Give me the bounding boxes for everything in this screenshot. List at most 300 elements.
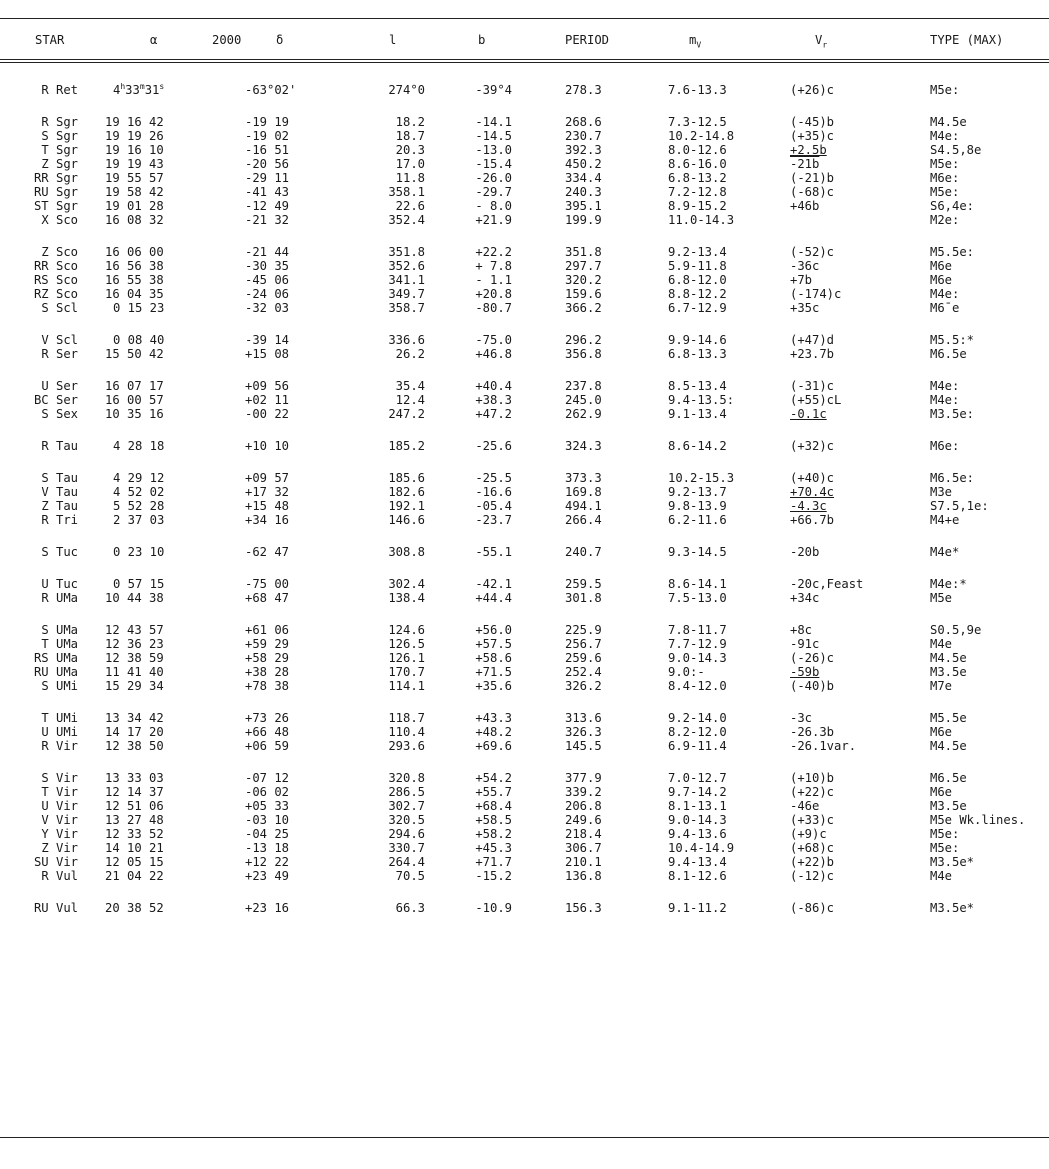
table-row (0, 637, 1049, 651)
cell-b: +47.2 (475, 407, 512, 421)
cell-ra: 19 19 43 (105, 157, 164, 171)
cell-ra: 4 29 12 (113, 471, 165, 485)
cell-ra: 12 38 50 (105, 739, 164, 753)
cell-star: S Vir (41, 771, 78, 785)
cell-dec: -29 11 (245, 171, 290, 185)
cell-star: R Vul (41, 869, 78, 883)
cell-period: 225.9 (565, 623, 602, 637)
cell-dec: -04 25 (245, 827, 290, 841)
cell-vr: -59b (790, 665, 820, 679)
cell-period: 240.3 (565, 185, 602, 199)
cell-mv: 7.8-11.7 (668, 623, 727, 637)
cell-vr: +66.7b (790, 513, 835, 527)
cell-period: 339.2 (565, 785, 602, 799)
cell-b: -05.4 (475, 499, 512, 513)
cell-period: 266.4 (565, 513, 602, 527)
cell-type: S0.5,9e (930, 623, 982, 637)
col-header-star: STAR (35, 33, 65, 47)
cell-period: 145.5 (565, 739, 602, 753)
cell-type: M5e Wk.lines. (930, 813, 1026, 827)
cell-l: 66.3 (395, 901, 425, 915)
cell-ra: 12 43 57 (105, 623, 164, 637)
cell-ra: 12 38 59 (105, 651, 164, 665)
cell-mv: 9.7-14.2 (668, 785, 727, 799)
cell-star: V Scl (41, 333, 78, 347)
cell-ra: 14 10 21 (105, 841, 164, 855)
table-row (0, 771, 1049, 785)
cell-b: +69.6 (475, 739, 512, 753)
cell-vr: (-21)b (790, 171, 835, 185)
cell-period: 306.7 (565, 841, 602, 855)
cell-star: T UMa (41, 637, 78, 651)
cell-mv: 9.4-13.6 (668, 827, 727, 841)
cell-l: 320.5 (388, 813, 425, 827)
table-row (0, 273, 1049, 287)
cell-dec: +58 29 (245, 651, 290, 665)
cell-b: +56.0 (475, 623, 512, 637)
cell-star: RZ Sco (33, 287, 78, 301)
cell-l: 124.6 (388, 623, 425, 637)
table-row (0, 471, 1049, 485)
cell-l: 26.2 (395, 347, 425, 361)
cell-b: +54.2 (475, 771, 512, 785)
cell-star: S Sex (41, 407, 78, 421)
cell-mv: 9.1-13.4 (668, 407, 727, 421)
cell-b: -14.1 (475, 115, 512, 129)
cell-ra: 19 01 28 (105, 199, 164, 213)
cell-ra: 0 08 40 (113, 333, 165, 347)
cell-dec: -45 06 (245, 273, 290, 287)
cell-type: M3e (930, 485, 953, 499)
cell-period: 320.2 (565, 273, 602, 287)
cell-dec: -13 18 (245, 841, 290, 855)
cell-type: M3.5e: (930, 407, 975, 421)
cell-l: 274°0 (388, 83, 425, 97)
cell-b: +20.8 (475, 287, 512, 301)
cell-l: 293.6 (388, 739, 425, 753)
cell-mv: 7.5-13.0 (668, 591, 727, 605)
cell-type: M5e: (930, 185, 960, 199)
cell-b: -55.1 (475, 545, 512, 559)
cell-ra: 4 28 18 (113, 439, 165, 453)
cell-b: -39°4 (475, 83, 512, 97)
cell-period: 351.8 (565, 245, 602, 259)
table-row (0, 333, 1049, 347)
cell-vr: -36c (790, 259, 820, 273)
cell-vr: (+40)c (790, 471, 835, 485)
cell-b: -80.7 (475, 301, 512, 315)
cell-dec: -06 02 (245, 785, 290, 799)
cell-type: M6e (930, 273, 953, 287)
cell-vr: +7b (790, 273, 813, 287)
cell-ra: 15 50 42 (105, 347, 164, 361)
cell-type: M5.5e: (930, 245, 975, 259)
cell-l: 302.7 (388, 799, 425, 813)
cell-mv: 8.1-13.1 (668, 799, 727, 813)
cell-ra: 20 38 52 (105, 901, 164, 915)
cell-ra: 11 41 40 (105, 665, 164, 679)
cell-dec: -32 03 (245, 301, 290, 315)
table-row (0, 901, 1049, 915)
table-header (0, 32, 1049, 48)
cell-vr: (-26)c (790, 651, 835, 665)
cell-l: 352.4 (388, 213, 425, 227)
cell-mv: 6.9-11.4 (668, 739, 727, 753)
cell-mv: 8.4-12.0 (668, 679, 727, 693)
cell-type: S6,4e: (930, 199, 975, 213)
cell-b: -14.5 (475, 129, 512, 143)
cell-star: RS UMa (33, 651, 78, 665)
cell-star: RR Sgr (33, 171, 78, 185)
cell-star: V Vir (41, 813, 78, 827)
cell-ra: 0 15 23 (113, 301, 165, 315)
cell-star: Z Tau (41, 499, 78, 513)
cell-dec: -07 12 (245, 771, 290, 785)
cell-type: M5.5e (930, 711, 967, 725)
col-header-epoch: 2000 (212, 33, 242, 47)
cell-period: 210.1 (565, 855, 602, 869)
cell-ra: 0 57 15 (113, 577, 165, 591)
cell-dec: +66 48 (245, 725, 290, 739)
cell-ra: 13 33 03 (105, 771, 164, 785)
table-row (0, 439, 1049, 453)
cell-type: M6e (930, 725, 953, 739)
cell-type: M6e: (930, 171, 960, 185)
cell-vr: -0.1c (790, 407, 827, 421)
cell-dec: +17 32 (245, 485, 290, 499)
cell-vr: +8c (790, 623, 813, 637)
cell-ra: 16 55 38 (105, 273, 164, 287)
cell-ra: 10 44 38 (105, 591, 164, 605)
col-header-l: l (389, 33, 397, 47)
cell-vr: +70.4c (790, 485, 835, 499)
cell-b: -13.0 (475, 143, 512, 157)
cell-star: RR Sco (33, 259, 78, 273)
cell-vr: -26.3b (790, 725, 835, 739)
cell-b: +46.8 (475, 347, 512, 361)
cell-ra: 15 29 34 (105, 679, 164, 693)
cell-l: 264.4 (388, 855, 425, 869)
cell-l: 70.5 (395, 869, 425, 883)
cell-dec: +78 38 (245, 679, 290, 693)
cell-dec: +23 49 (245, 869, 290, 883)
cell-l: 22.6 (395, 199, 425, 213)
cell-ra: 4 52 02 (113, 485, 165, 499)
cell-star: Y Vir (41, 827, 78, 841)
table-row (0, 827, 1049, 841)
cell-dec: -39 14 (245, 333, 290, 347)
cell-star: X Sco (41, 213, 78, 227)
cell-ra: 0 23 10 (113, 545, 165, 559)
cell-dec: -21 32 (245, 213, 290, 227)
cell-b: -25.5 (475, 471, 512, 485)
cell-b: +22.2 (475, 245, 512, 259)
table-row (0, 855, 1049, 869)
cell-star: S Tau (41, 471, 78, 485)
cell-mv: 7.3-12.5 (668, 115, 727, 129)
cell-dec: -20 56 (245, 157, 290, 171)
cell-period: 218.4 (565, 827, 602, 841)
cell-b: - 1.1 (475, 273, 512, 287)
cell-b: -75.0 (475, 333, 512, 347)
col-header-period: PERIOD (565, 33, 610, 47)
cell-mv: 9.4-13.4 (668, 855, 727, 869)
cell-period: 252.4 (565, 665, 602, 679)
cell-type: M4e: (930, 287, 960, 301)
cell-b: +68.4 (475, 799, 512, 813)
cell-star: T Vir (41, 785, 78, 799)
cell-star: U Vir (41, 799, 78, 813)
cell-dec: -16 51 (245, 143, 290, 157)
cell-type: M4.5e (930, 115, 967, 129)
cell-period: 278.3 (565, 83, 602, 97)
cell-period: 259.5 (565, 577, 602, 591)
cell-b: +71.7 (475, 855, 512, 869)
cell-mv: 9.4-13.5: (668, 393, 735, 407)
table-row (0, 245, 1049, 259)
table-row (0, 869, 1049, 883)
table-row (0, 287, 1049, 301)
cell-dec: -03 10 (245, 813, 290, 827)
cell-period: 199.9 (565, 213, 602, 227)
cell-dec: +59 29 (245, 637, 290, 651)
cell-mv: 8.8-12.2 (668, 287, 727, 301)
table-row (0, 665, 1049, 679)
cell-period: 230.7 (565, 129, 602, 143)
cell-vr: (+33)c (790, 813, 835, 827)
cell-vr: +35c (790, 301, 820, 315)
cell-b: -15.2 (475, 869, 512, 883)
cell-type: M5e: (930, 157, 960, 171)
table-row (0, 347, 1049, 361)
cell-type: M5e: (930, 827, 960, 841)
cell-l: 247.2 (388, 407, 425, 421)
cell-vr: (-12)c (790, 869, 835, 883)
cell-vr: (+9)c (790, 827, 827, 841)
cell-l: 358.1 (388, 185, 425, 199)
cell-l: 114.1 (388, 679, 425, 693)
cell-l: 358.7 (388, 301, 425, 315)
table-row (0, 115, 1049, 129)
table-row (0, 213, 1049, 227)
cell-mv: 9.1-11.2 (668, 901, 727, 915)
cell-mv: 9.2-13.4 (668, 245, 727, 259)
cell-type: M5e: (930, 83, 960, 97)
cell-star: R Ser (41, 347, 78, 361)
cell-star: Z Vir (41, 841, 78, 855)
cell-l: 185.2 (388, 439, 425, 453)
cell-dec: -24 06 (245, 287, 290, 301)
cell-vr: (-68)c (790, 185, 835, 199)
table-row (0, 545, 1049, 559)
cell-ra: 21 04 22 (105, 869, 164, 883)
cell-period: 377.9 (565, 771, 602, 785)
cell-b: -10.9 (475, 901, 512, 915)
cell-star: S Sgr (41, 129, 78, 143)
cell-l: 18.2 (395, 115, 425, 129)
col-header-delta: δ (276, 33, 284, 47)
cell-type: M6.5e (930, 771, 967, 785)
cell-mv: 8.9-15.2 (668, 199, 727, 213)
cell-ra: 19 55 57 (105, 171, 164, 185)
cell-type: M6.5e: (930, 471, 975, 485)
cell-dec: -62 47 (245, 545, 290, 559)
cell-period: 156.3 (565, 901, 602, 915)
cell-b: -26.0 (475, 171, 512, 185)
cell-type: M4e: (930, 393, 960, 407)
table-row (0, 499, 1049, 513)
cell-star: S UMi (41, 679, 78, 693)
cell-period: 356.8 (565, 347, 602, 361)
cell-star: RU UMa (33, 665, 78, 679)
table-row (0, 485, 1049, 499)
table-row (0, 513, 1049, 527)
cell-period: 159.6 (565, 287, 602, 301)
cell-star: R Sgr (41, 115, 78, 129)
cell-type: M2e: (930, 213, 960, 227)
col-header-alpha: α (150, 33, 158, 47)
cell-mv: 7.2-12.8 (668, 185, 727, 199)
cell-b: +44.4 (475, 591, 512, 605)
table-row (0, 379, 1049, 393)
cell-dec: +61 06 (245, 623, 290, 637)
cell-b: +58.6 (475, 651, 512, 665)
cell-dec: +09 57 (245, 471, 290, 485)
cell-vr: -20b (790, 545, 820, 559)
cell-type: M7e (930, 679, 953, 693)
cell-b: +58.2 (475, 827, 512, 841)
table-row (0, 301, 1049, 315)
cell-star: T UMi (41, 711, 78, 725)
cell-type: M4+e (930, 513, 960, 527)
cell-period: 262.9 (565, 407, 602, 421)
cell-vr: (+32)c (790, 439, 835, 453)
cell-dec: -63°02' (245, 83, 297, 97)
cell-vr: (+26)c (790, 83, 835, 97)
cell-star: BC Ser (33, 393, 78, 407)
cell-period: 296.2 (565, 333, 602, 347)
cell-dec: -30 35 (245, 259, 290, 273)
cell-b: +43.3 (475, 711, 512, 725)
cell-star: T Sgr (41, 143, 78, 157)
cell-star: R Vir (41, 739, 78, 753)
cell-l: 185.6 (388, 471, 425, 485)
table-row (0, 785, 1049, 799)
cell-mv: 6.8-12.0 (668, 273, 727, 287)
table-row (0, 83, 1049, 97)
cell-vr: +2.5b (790, 143, 827, 157)
cell-l: 286.5 (388, 785, 425, 799)
cell-type: M6.5e (930, 347, 967, 361)
cell-b: +48.2 (475, 725, 512, 739)
cell-b: -16.6 (475, 485, 512, 499)
cell-ra: 4$^h$33$^m$31$^s$ (113, 81, 165, 97)
cell-period: 334.4 (565, 171, 602, 185)
cell-b: -25.6 (475, 439, 512, 453)
cell-l: 351.8 (388, 245, 425, 259)
cell-l: 17.0 (395, 157, 425, 171)
table-row (0, 623, 1049, 637)
cell-vr: -4.3c (790, 499, 827, 513)
cell-vr: -26.1var. (790, 739, 857, 753)
cell-period: 395.1 (565, 199, 602, 213)
cell-l: 18.7 (395, 129, 425, 143)
table-row (0, 393, 1049, 407)
cell-type: M6e (930, 259, 953, 273)
cell-ra: 16 06 00 (105, 245, 164, 259)
cell-period: 237.8 (565, 379, 602, 393)
cell-vr: (-40)b (790, 679, 835, 693)
header-rule-1 (0, 59, 1049, 60)
cell-star: RS Sco (33, 273, 78, 287)
cell-ra: 12 51 06 (105, 799, 164, 813)
cell-mv: 6.2-11.6 (668, 513, 727, 527)
cell-star: R UMa (41, 591, 78, 605)
cell-vr: -3c (790, 711, 813, 725)
cell-l: 12.4 (395, 393, 425, 407)
cell-dec: +10 10 (245, 439, 290, 453)
table-row (0, 813, 1049, 827)
cell-l: 302.4 (388, 577, 425, 591)
table-row (0, 577, 1049, 591)
cell-dec: +38 28 (245, 665, 290, 679)
cell-vr: -91c (790, 637, 820, 651)
cell-vr: (-86)c (790, 901, 835, 915)
cell-mv: 7.0-12.7 (668, 771, 727, 785)
cell-ra: 14 17 20 (105, 725, 164, 739)
cell-type: M6e: (930, 439, 960, 453)
cell-period: 268.6 (565, 115, 602, 129)
cell-mv: 8.2-12.0 (668, 725, 727, 739)
table-row (0, 259, 1049, 273)
cell-mv: 8.6-14.1 (668, 577, 727, 591)
cell-star: ST Sgr (33, 199, 78, 213)
cell-period: 326.3 (565, 725, 602, 739)
cell-type: M4e* (930, 545, 960, 559)
cell-b: +21.9 (475, 213, 512, 227)
cell-period: 450.2 (565, 157, 602, 171)
cell-l: 118.7 (388, 711, 425, 725)
cell-period: 240.7 (565, 545, 602, 559)
table-row (0, 143, 1049, 157)
cell-mv: 5.9-11.8 (668, 259, 727, 273)
table-row (0, 739, 1049, 753)
cell-b: +45.3 (475, 841, 512, 855)
cell-type: M4.5e (930, 739, 967, 753)
cell-l: 138.4 (388, 591, 425, 605)
cell-type: M4.5e (930, 651, 967, 665)
cell-type: M3.5e* (930, 901, 975, 915)
cell-dec: +15 08 (245, 347, 290, 361)
cell-type: M4e: (930, 379, 960, 393)
cell-vr: (-31)c (790, 379, 835, 393)
cell-l: 146.6 (388, 513, 425, 527)
cell-star: U Ser (41, 379, 78, 393)
cell-dec: +06 59 (245, 739, 290, 753)
cell-type: M4e: (930, 129, 960, 143)
table-row (0, 725, 1049, 739)
cell-vr: +34c (790, 591, 820, 605)
cell-b: -15.4 (475, 157, 512, 171)
cell-mv: 8.6-16.0 (668, 157, 727, 171)
cell-dec: -12 49 (245, 199, 290, 213)
cell-period: 373.3 (565, 471, 602, 485)
cell-star: RU Vul (33, 901, 78, 915)
cell-period: 256.7 (565, 637, 602, 651)
cell-l: 336.6 (388, 333, 425, 347)
cell-b: + 7.8 (475, 259, 512, 273)
cell-dec: +09 56 (245, 379, 290, 393)
